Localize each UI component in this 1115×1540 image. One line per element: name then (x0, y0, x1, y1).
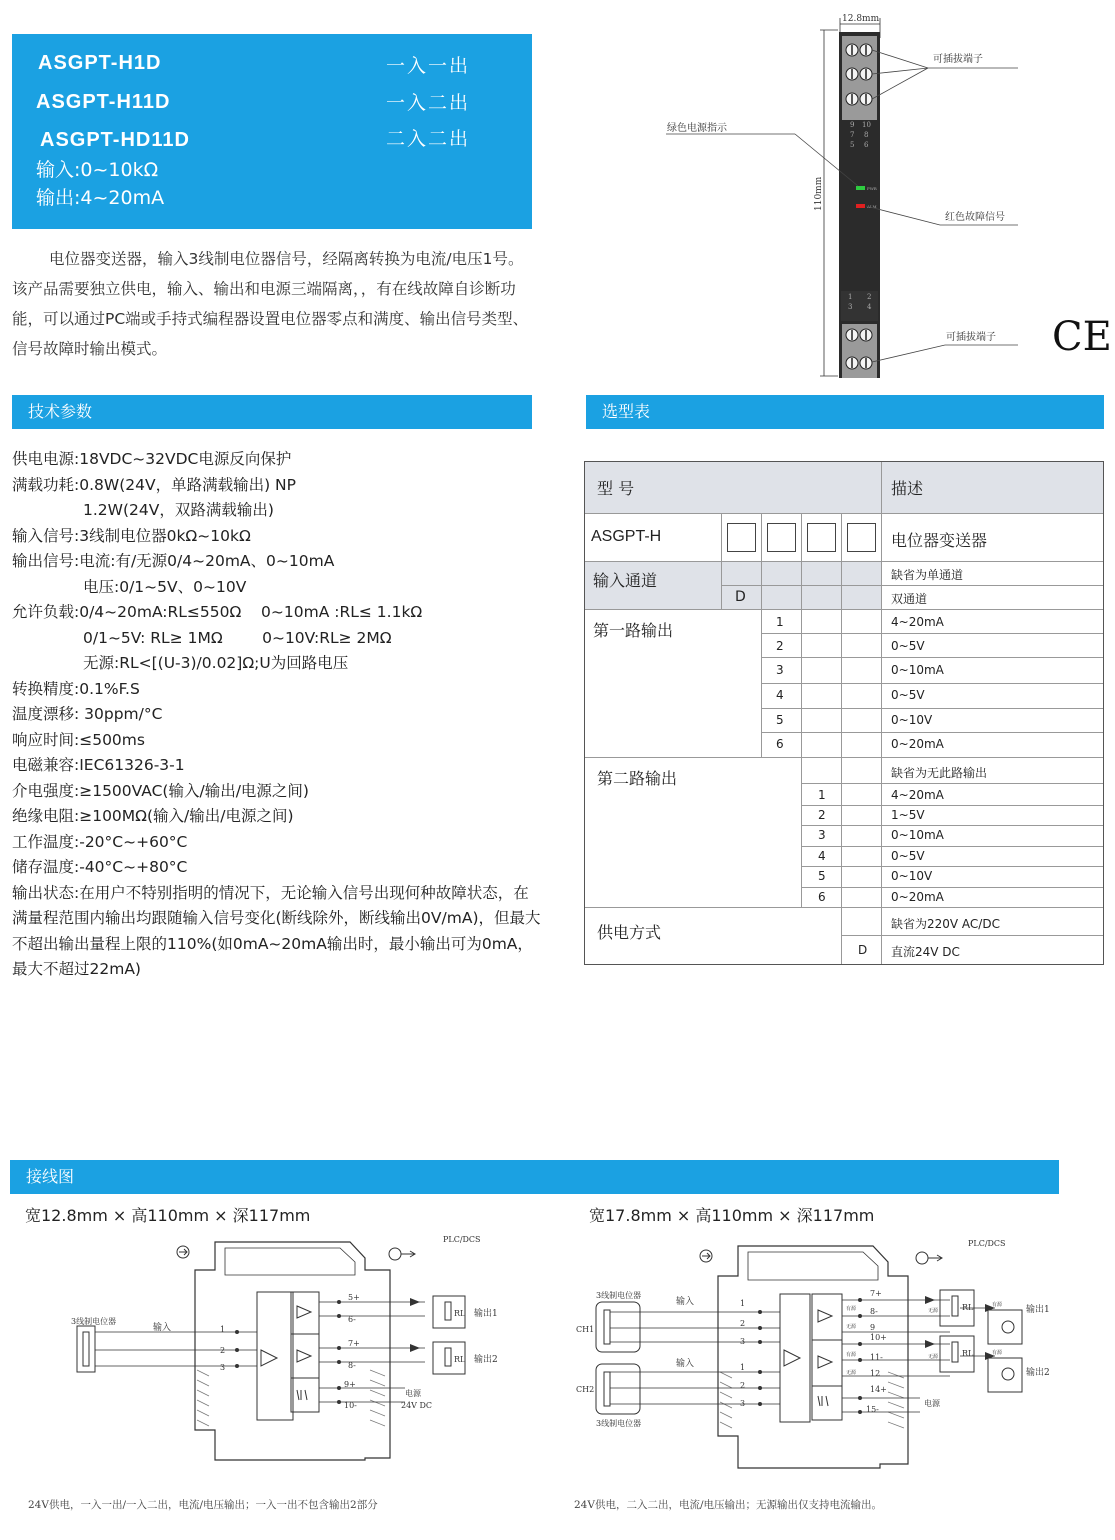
spec-line: 1.2W(24V，双路满载输出) (83, 501, 274, 519)
power-label: 供电方式 (597, 923, 662, 942)
input-channel-default: 缺省为单通道 (891, 568, 964, 582)
pin-label: 2 (867, 293, 872, 301)
input-channel-code-desc: 双通道 (891, 592, 928, 606)
passive-label: 无源 (928, 1354, 939, 1360)
product-description: 电位器变送器，输入3线制电位器信号，经隔离转换为电流/电压1号。该产品需要独立供电，输入、输出和电源三端隔离，，有在线故障自诊断功能，可以通过PC端或手持式编程器设置电位器零点和满度、输出信号类型、信号故障时输出模式。 (12, 250, 529, 358)
out2-desc: 1~5V (891, 808, 925, 822)
active-label: 有源 (846, 1352, 857, 1358)
spec-line: 电磁兼容:IEC61326-3-1 (12, 756, 185, 774)
out1-label: 输出1 (1026, 1305, 1050, 1315)
spec-line: 响应时间:≤500ms (12, 730, 145, 749)
green-led (856, 186, 865, 190)
right-caption: 24V供电，二入二出，电流/电压输出；无源输出仅支持电流输出。 (574, 1499, 882, 1511)
input-label: 输入 (153, 1323, 172, 1333)
selection-bar: 选型表 (586, 395, 1104, 429)
col-model-header: 型 号 (597, 479, 635, 498)
out2-label: 第二路输出 (597, 769, 678, 788)
out1-code: 3 (776, 663, 784, 677)
out2-desc: 0~5V (891, 849, 925, 863)
pin-label: 1 (848, 293, 853, 301)
red-led (856, 204, 865, 208)
type-1in1out: 一入一出 (386, 55, 471, 77)
pin-label: 3 (848, 303, 853, 311)
spec-line: 0/1~5V: RL≥ 1MΩ 0~10V:RL≥ 2MΩ (83, 628, 392, 647)
code-box-1 (727, 523, 756, 552)
pin-label: 5 (850, 141, 855, 149)
spec-line: 输出信号:电流:有/无源0/4~20mA、0~10mA (12, 552, 335, 570)
pin-label: 9 (850, 121, 855, 129)
rl-label: RL (962, 1349, 974, 1358)
power-voltage: 24V DC (401, 1401, 433, 1410)
col-desc-header: 描述 (891, 479, 924, 498)
left-caption: 24V供电，一入一出/一入二出，电流/电压输出；一入一出不包含输出2部分 (28, 1499, 378, 1511)
spec-line: 工作温度:-20°C~+60°C (12, 832, 188, 851)
code-box-2 (767, 523, 796, 552)
out1-desc: 0~20mA (891, 737, 944, 751)
spec-line: 满载功耗:0.8W(24V，单路满载输出) NP (12, 475, 296, 494)
pin-label: 15- (866, 1405, 879, 1414)
pin-label: 10+ (870, 1333, 887, 1342)
pin-label: 14+ (870, 1385, 887, 1394)
pin-label: 10- (344, 1401, 357, 1410)
rl-label: RL (454, 1309, 466, 1318)
pin-label: 3 (220, 1363, 226, 1372)
pin-label: 9+ (344, 1380, 356, 1389)
pin-label: 11- (870, 1353, 883, 1362)
power-code: D (858, 943, 868, 957)
power-default: 缺省为220V AC/DC (891, 917, 1000, 931)
model-banner (12, 34, 532, 229)
rl-label: RL (962, 1303, 974, 1312)
out1-desc: 0~5V (891, 688, 925, 702)
pin-label: 6- (348, 1315, 356, 1324)
out2-desc: 0~20mA (891, 890, 944, 904)
out2-desc: 4~20mA (891, 788, 944, 802)
pin-label: 1 (220, 1325, 226, 1334)
out2-code: 2 (818, 808, 826, 822)
input-channel-code: D (735, 589, 746, 605)
out2-default: 缺省为无此路输出 (891, 766, 988, 780)
out1-code: 4 (776, 688, 784, 702)
out1-desc: 0~10mA (891, 663, 944, 677)
tech-specs (12, 447, 542, 983)
spec-line: 储存温度:-40°C~+80°C (12, 858, 188, 876)
out1-code: 5 (776, 713, 784, 727)
out2-code: 3 (818, 828, 826, 842)
model-h11d: ASGPT-H11D (36, 91, 171, 113)
pin-label: 4 (867, 303, 872, 311)
out1-code: 6 (776, 737, 784, 751)
pin-label: 2 (740, 1381, 746, 1390)
green-led-label: 绿色电源指示 (667, 123, 727, 134)
wiring-diagram-left (65, 1230, 525, 1480)
spec-line: 输入信号:3线制电位器0kΩ~10kΩ (12, 526, 251, 545)
pin-label: 5+ (348, 1293, 360, 1302)
output-range: 输出:4~20mA (36, 187, 165, 209)
model-desc: 电位器变送器 (891, 531, 988, 550)
out2-code: 5 (818, 869, 826, 883)
terminal-bottom-label: 可插拔端子 (946, 332, 996, 343)
output-state-text: 输出状态:在用户不特别指明的情况下，无论输入信号出现何种故障状态，在满量程范围内输出均跟随输入信号变化(断线除外，断线输出0V/mA)，但最大不超出输出量程上限的110%(如0mA~20mA输出时，最小输出可为0mA，最大不超过22mA) (12, 883, 541, 978)
model-prefix: ASGPT-H (591, 528, 662, 545)
pot-label: 3线制电位器 (596, 1419, 642, 1428)
red-led-label: 红色故障信号 (945, 212, 1005, 223)
pot-label: 3线制电位器 (71, 1317, 117, 1326)
pin-label: 7+ (870, 1289, 882, 1298)
alm-label: ALM (867, 204, 877, 209)
pin-label: 8 (864, 131, 869, 139)
pin-label: 7+ (348, 1339, 360, 1348)
out1-code: 2 (776, 639, 784, 653)
wiring-diagram-right (576, 1232, 1060, 1487)
spec-line: 供电电源:18VDC~32VDC电源反向保护 (12, 450, 292, 468)
pin-label: 3 (740, 1399, 746, 1408)
spec-line: 温度漂移: 30ppm/°C (12, 705, 163, 723)
passive-label: 无源 (928, 1308, 939, 1314)
power-code-desc: 直流24V DC (891, 945, 960, 959)
spec-line: 允许负载:0/4~20mA:RL≤550Ω 0~10mA :RL≤ 1.1kΩ (12, 603, 423, 621)
left-dimensions: 宽12.8mm × 高110mm × 深117mm (25, 1206, 311, 1225)
spec-line: 转换精度:0.1%F.S (12, 679, 140, 698)
pin-label: 2 (740, 1319, 746, 1328)
out2-code: 4 (818, 849, 826, 863)
rl-label: RL (454, 1355, 466, 1364)
type-2in2out: 二入二出 (386, 128, 471, 150)
pin-label: 8- (348, 1361, 356, 1370)
out2-label: 输出2 (474, 1355, 498, 1365)
input-channel-label: 输入通道 (593, 571, 658, 590)
pin-label: 9 (870, 1323, 876, 1332)
power-label: 电源 (924, 1399, 940, 1408)
pin-label: 2 (220, 1346, 226, 1355)
wiring-bar: 接线图 (10, 1160, 1059, 1194)
spec-line: 绝缘电阻:≥100MΩ(输入/输出/电源之间) (12, 807, 294, 825)
type-1in2out: 一入二出 (386, 92, 471, 114)
width-dim-label: 12.8mm (842, 14, 880, 24)
pot-label: 3线制电位器 (596, 1291, 642, 1300)
power-label: 电源 (405, 1389, 421, 1398)
out1-desc: 4~20mA (891, 615, 944, 629)
spec-line: 无源:RL<[(U-3)/0.02]Ω;U为回路电压 (83, 654, 349, 672)
out2-label: 输出2 (1026, 1368, 1050, 1378)
ch2-label: CH2 (576, 1385, 595, 1394)
code-box-4 (847, 523, 876, 552)
tech-params-bar: 技术参数 (12, 395, 532, 429)
active-label: 有源 (992, 1302, 1003, 1308)
product-image (640, 8, 1115, 388)
pin-label: 1 (740, 1363, 746, 1372)
selection-table (584, 461, 1104, 965)
input-label: 输入 (676, 1297, 695, 1307)
passive-label: 无源 (846, 1324, 857, 1330)
code-box-3 (807, 523, 836, 552)
out2-desc: 0~10V (891, 869, 933, 883)
pin-label: 7 (850, 131, 855, 139)
model-hd11d: ASGPT-HD11D (40, 129, 190, 151)
pin-label: 8- (870, 1307, 878, 1316)
right-dimensions: 宽17.8mm × 高110mm × 深117mm (589, 1206, 875, 1225)
out2-desc: 0~10mA (891, 828, 944, 842)
spec-line: 电压:0/1~5V、0~10V (83, 577, 247, 596)
out1-desc: 0~5V (891, 639, 925, 653)
out1-label: 第一路输出 (593, 621, 674, 640)
out1-desc: 0~10V (891, 713, 933, 727)
pin-label: 1 (740, 1299, 746, 1308)
spec-line: 介电强度:≥1500VAC(输入/输出/电源之间) (12, 781, 309, 800)
out2-code: 1 (818, 788, 826, 802)
pin-label: 12 (870, 1369, 881, 1378)
terminal-top-label: 可插拔端子 (933, 54, 983, 65)
input-label: 输入 (676, 1359, 695, 1369)
pwr-label: PWR (867, 186, 877, 191)
input-range: 输入:0~10kΩ (36, 159, 159, 181)
plc-label: PLC/DCS (443, 1235, 481, 1244)
bottom-pin-area (841, 291, 878, 321)
ch1-label: CH1 (576, 1325, 595, 1334)
plc-label: PLC/DCS (968, 1239, 1006, 1248)
out2-code: 6 (818, 890, 826, 904)
model-h1d: ASGPT-H1D (38, 52, 162, 74)
active-label: 有源 (846, 1306, 857, 1312)
active-label: 有源 (992, 1350, 1003, 1356)
pin-label: 10 (862, 121, 871, 129)
pin-label: 6 (864, 141, 869, 149)
out1-code: 1 (776, 615, 784, 629)
passive-label: 无源 (846, 1370, 857, 1376)
height-dim-label: 110mm (814, 176, 824, 211)
out1-label: 输出1 (474, 1309, 498, 1319)
pin-label: 3 (740, 1337, 746, 1346)
ce-mark: CE (1052, 314, 1112, 360)
